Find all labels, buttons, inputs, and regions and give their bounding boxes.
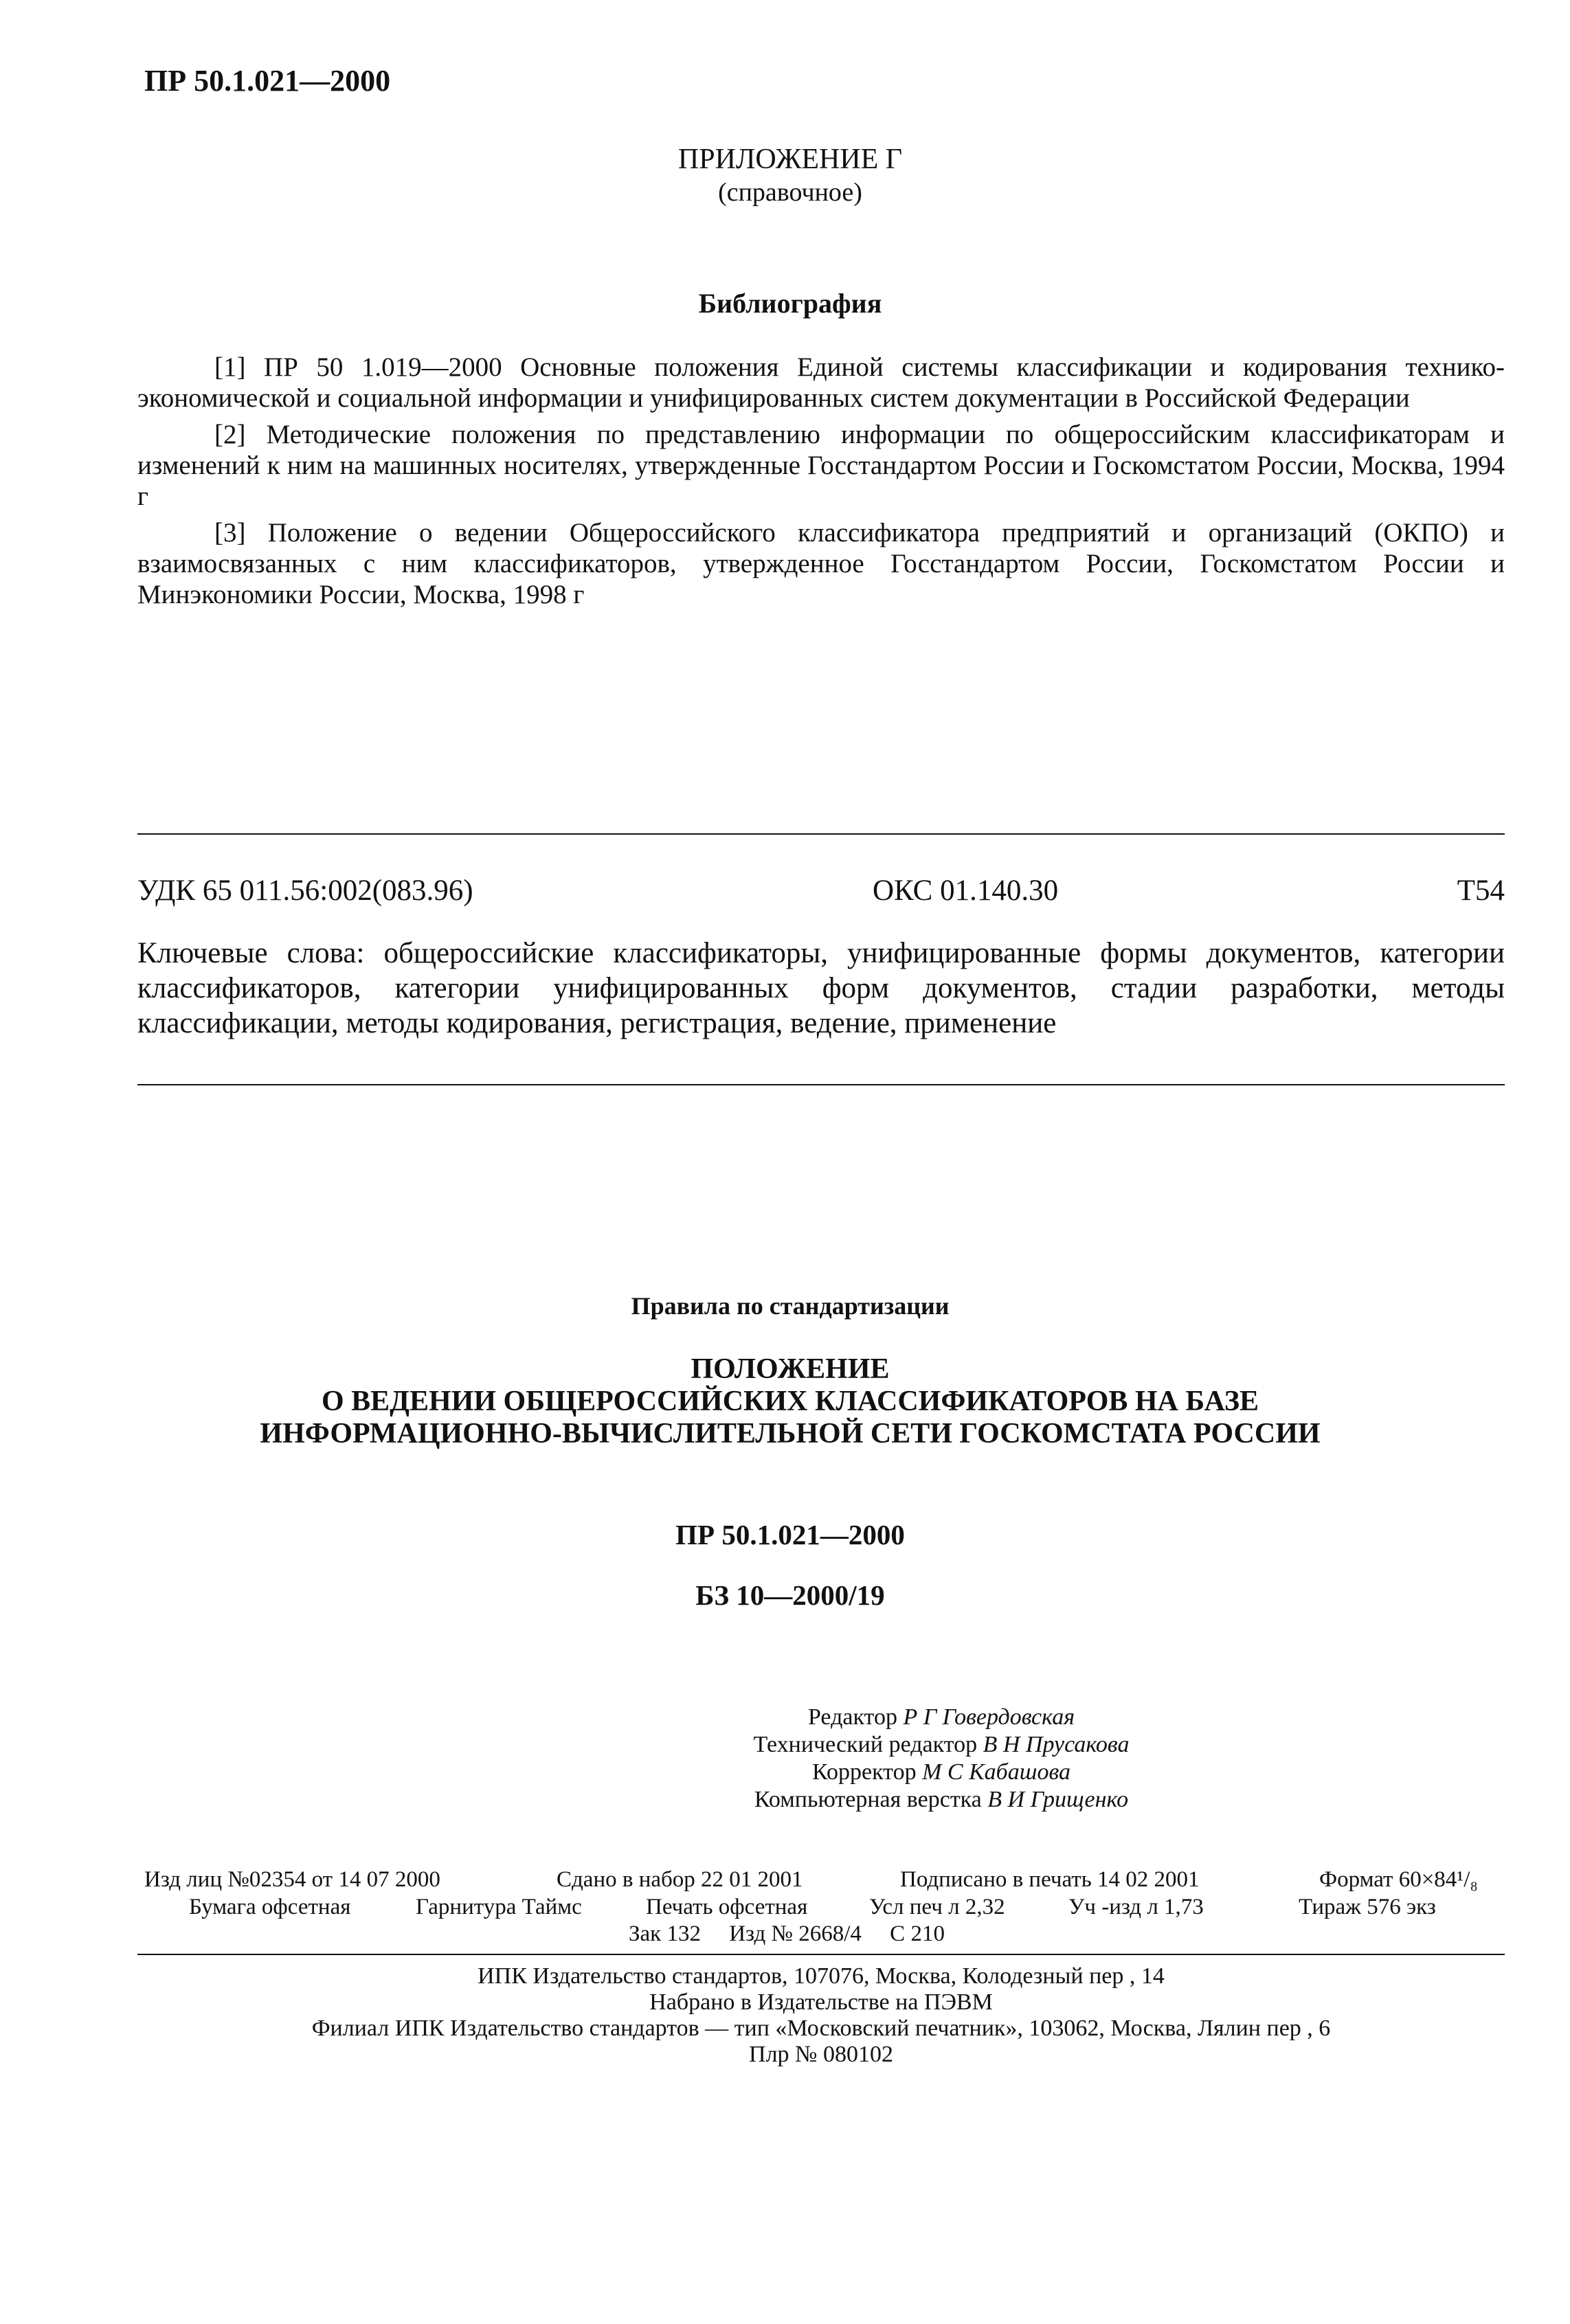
imprint-field: Усл печ л 2,32: [869, 1895, 1005, 1919]
udk-code: УДК 65 011.56:002(083.96): [137, 875, 473, 907]
divider-top: [137, 833, 1505, 835]
footer-line: Филиал ИПК Издательство стандартов — тип «Московский печатник», 103062, Москва, Лялин пер , 6: [311, 2016, 1331, 2041]
footer-line: Плр № 080102: [749, 2042, 893, 2067]
colophon-code: ПР 50.1.021—2000: [675, 1519, 905, 1550]
title-line: О ВЕДЕНИИ ОБЩЕРОССИЙСКИХ КЛАССИФИКАТОРОВ НА БАЗЕ: [321, 1386, 1259, 1417]
staff-row: [598, 1704, 1285, 1731]
divider-footer: [137, 1954, 1505, 1955]
bibliography-list: [137, 352, 1505, 616]
staff-name: Р Г Говердовская: [903, 1704, 1075, 1730]
divider-bottom: [137, 1084, 1505, 1085]
imprint-field: Формат 60×84¹/₈: [1319, 1867, 1478, 1892]
title-line: ПОЛОЖЕНИЕ: [691, 1353, 890, 1385]
title-line: ИНФОРМАЦИОННО-ВЫЧИСЛИТЕЛЬНОЙ СЕТИ ГОСКОМСТАТА РОССИИ: [260, 1418, 1321, 1449]
staff-name: М С Кабашова: [922, 1759, 1070, 1785]
imprint-field: Подписано в печать 14 02 2001: [900, 1867, 1200, 1892]
imprint-field: Гарнитура Таймс: [416, 1895, 582, 1919]
imprint-field: Изд лиц №02354 от 14 07 2000: [144, 1867, 440, 1892]
staff-row: [598, 1786, 1285, 1814]
footer-line: Набрано в Издательстве на ПЭВМ: [649, 1989, 993, 2015]
imprint-field: Бумага офсетная: [189, 1895, 351, 1919]
bibliography-item: [1] ПР 50 1.019—2000 Основные положения Единой системы классификации и кодирования технико-экономической и социальной информации и унифицированных систем документации в Российской Федерации: [137, 352, 1505, 413]
imprint-field: Печать офсетная: [646, 1895, 808, 1919]
appendix-title: ПРИЛОЖЕНИЕ Г: [677, 144, 903, 175]
t-code: Т54: [1457, 875, 1505, 907]
appendix-subtitle: (справочное): [718, 178, 862, 207]
staff-role: Технический редактор: [753, 1732, 978, 1757]
staff-role: Корректор: [812, 1759, 917, 1785]
imprint-field: Уч -изд л 1,73: [1068, 1895, 1204, 1919]
oks-code: ОКС 01.140.30: [873, 875, 1059, 907]
document-code-header: ПР 50.1.021—2000: [144, 64, 391, 98]
colophon-title: [137, 1353, 1443, 1450]
imprint-field: Тираж 576 экз: [1299, 1895, 1436, 1919]
staff-role: Компьютерная верстка: [754, 1787, 982, 1812]
staff-list: [598, 1704, 1285, 1814]
bz-code: БЗ 10—2000/19: [695, 1579, 885, 1611]
imprint-order: Зак 132 Изд № 2668/4 С 210: [629, 1921, 945, 1946]
staff-row: [598, 1731, 1285, 1759]
imprint-field: Сдано в набор 22 01 2001: [557, 1867, 803, 1892]
staff-role: Редактор: [807, 1704, 897, 1730]
footer-line: ИПК Издательство стандартов, 107076, Москва, Колодезный пер , 14: [478, 1963, 1165, 1989]
publisher-footer: [137, 1963, 1505, 2068]
staff-name: В Н Прусакова: [983, 1732, 1130, 1757]
keywords: Ключевые слова: общероссийские классификаторы, унифицированные формы документов, категории классификаторов, категории унифицированных форм документов, стадии разработки, методы классификации, методы кодирования, регистрация, ведение, применение: [137, 937, 1505, 1039]
staff-row: [598, 1759, 1285, 1786]
bibliography-item: [3] Положение о ведении Общероссийского классификатора предприятий и организаций (ОКПО) и взаимосвязанных с ним классификаторов, утвержденное Госстандартом России, Госкомстатом России и Минэкономики России, Москва, 1998 г: [137, 518, 1505, 609]
bibliography-item: [2] Методические положения по представлению информации по общероссийским классификаторам и изменений к ним на машинных носителях, утвержденные Госстандартом России и Госкомстатом России, Москва, 1994 г: [137, 420, 1505, 511]
bibliography-title: Библиография: [698, 288, 882, 319]
rules-label: Правила по стандартизации: [631, 1292, 950, 1320]
staff-name: В И Грищенко: [987, 1787, 1129, 1812]
